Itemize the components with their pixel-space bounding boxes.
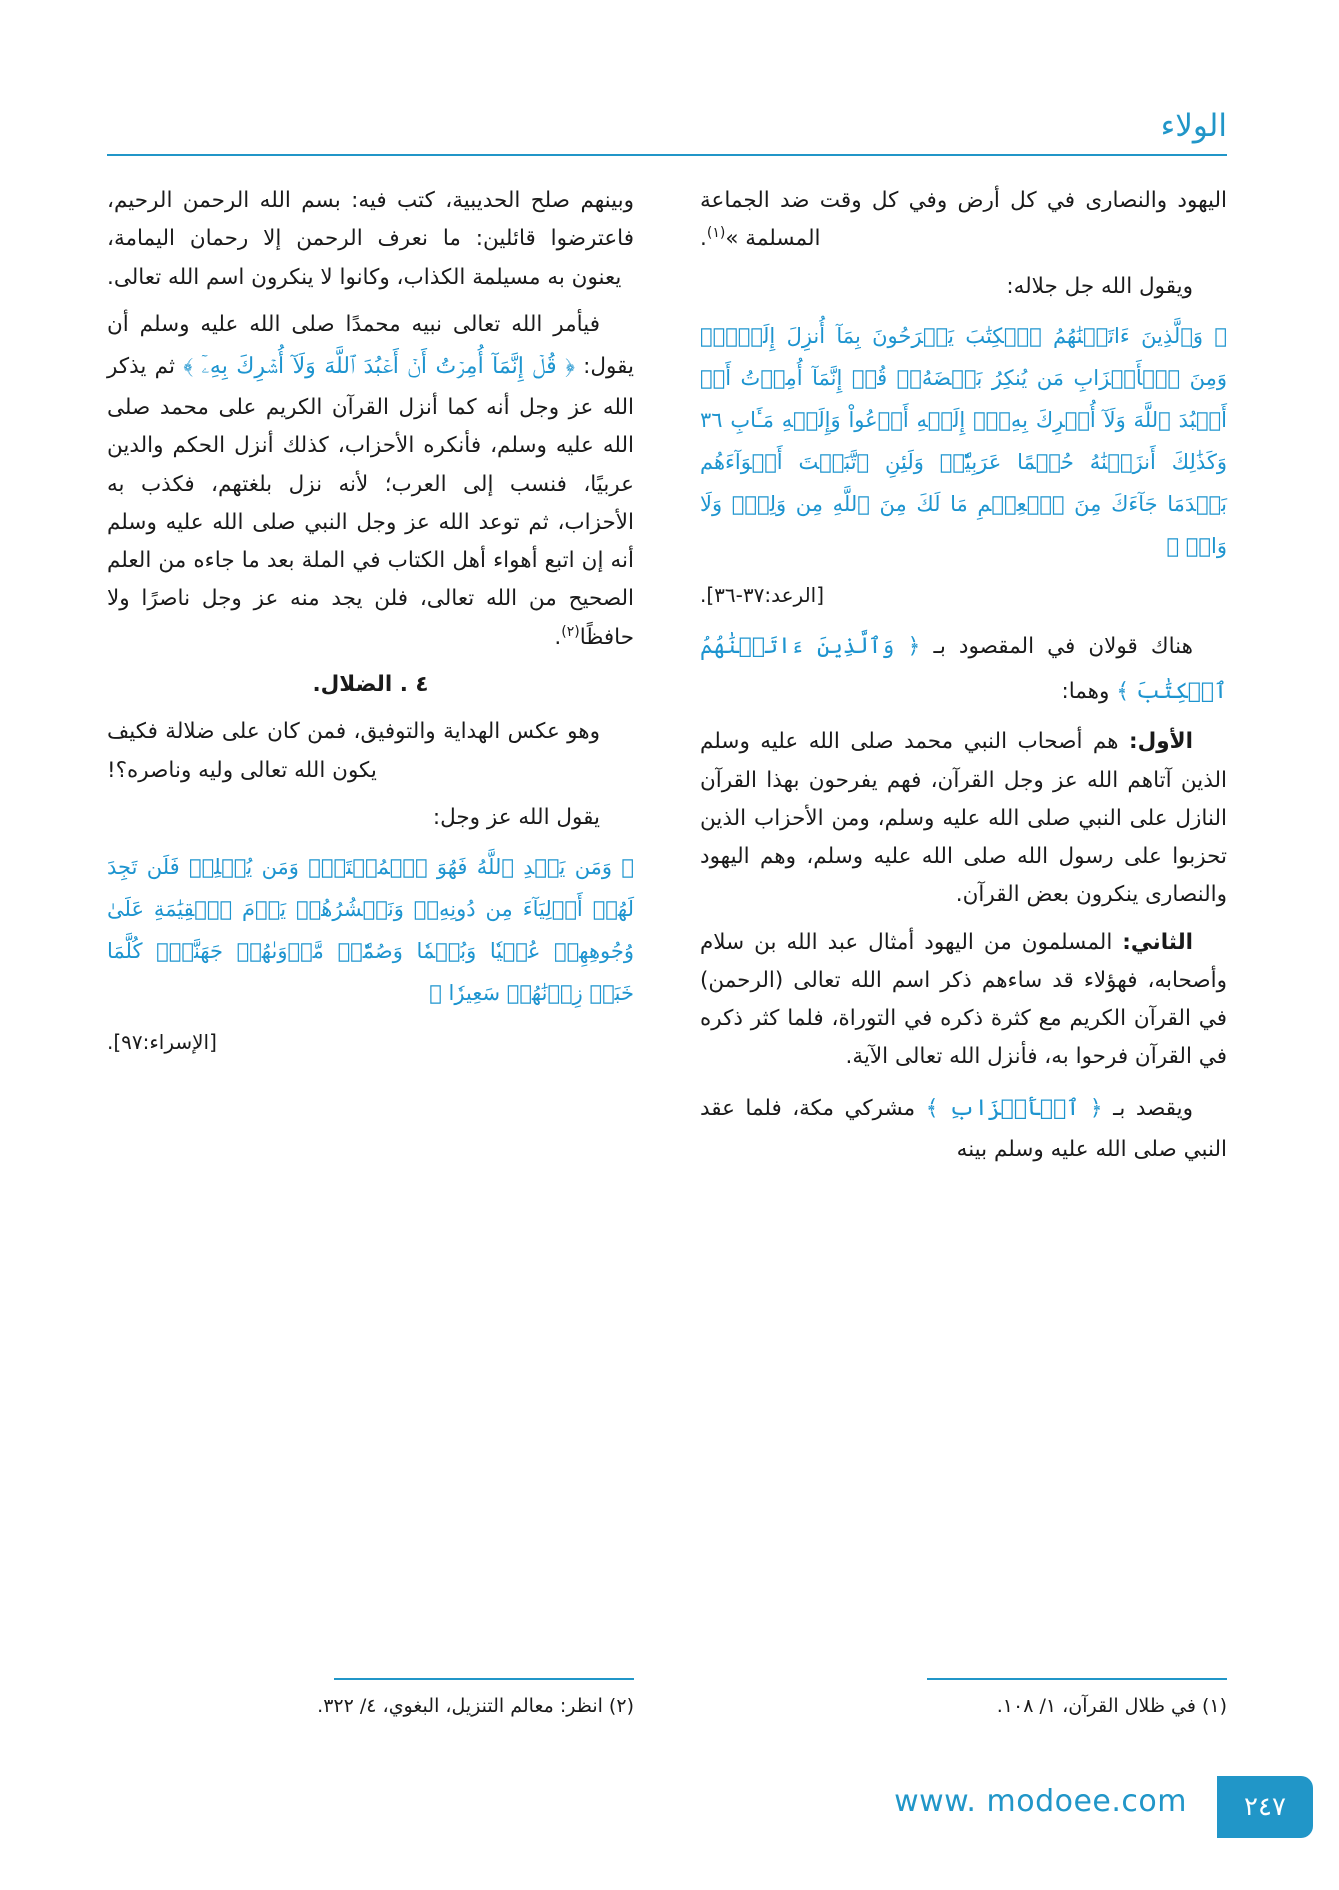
paragraph [107, 799, 634, 837]
paragraph-text: هناك قولان في المقصود بـ [933, 634, 1193, 660]
footnote-left [107, 1678, 634, 1721]
quran-inline: ﴿ وَٱلَّذِينَ ءَاتَيۡنَٰهُمُ ٱلۡكِتَٰبَ ﴾ [700, 634, 1227, 705]
footnote-marker: (٢) [561, 623, 580, 640]
paragraph-tail: وهما: [1061, 679, 1110, 705]
paragraph-text: وبينهم صلح الحديبية، كتب فيه: بسم الله الرحمن الرحيم، فاعترضوا قائلين: ما نعرف الرحمن إلا رحمان اليمامة، يعنون به مسيلمة الكذاب، وكانوا لا ينكرون اسم الله تعالى. [107, 188, 634, 290]
paragraph-text: اليهود والنصارى في كل أرض وفي كل وقت ضد الجماعة المسلمة » [700, 188, 1227, 252]
section-heading: ٤ . الضلال. [312, 672, 429, 698]
paragraph-text: فيأمر الله تعالى نبيه محمدًا صلى الله عليه وسلم أن يقول: [107, 311, 634, 380]
quran-inline: ﴿ قُلۡ إِنَّمَآ أُمِرۡتُ أَنۡ أَعۡبُدَ ٱللَّهَ وَلَآ أُشۡرِكَ بِهِۦٓ ﴾ [183, 354, 575, 380]
page-title: الولاء [1160, 108, 1227, 144]
footnote-divider [927, 1678, 1227, 1680]
paragraph-lead: الأول: [1129, 729, 1193, 755]
paragraph-lead: الثاني: [1122, 929, 1194, 955]
paragraph-tail: . [700, 226, 707, 252]
footnote-text: (١) في ظلال القرآن، ١/ ١٠٨. [996, 1694, 1227, 1717]
paragraph [107, 713, 634, 790]
quran-verse: ﴿ وَمَن يَهۡدِ ٱللَّهُ فَهُوَ ٱلۡمُهۡتَدِۖ وَمَن يُضۡلِلۡ فَلَن تَجِدَ لَهُمۡ أَوۡلِيَآءَ مِن دُونِهِۦۖ وَنَحۡشُرُهُمۡ يَوۡمَ ٱلۡقِيَٰمَةِ عَلَىٰ وُجُوهِهِمۡ عُمۡيٗا وَبُكۡمٗا وَصُمّٗاۖ مَّأۡوَىٰهُمۡ جَهَنَّمُۖ كُلَّمَا خَبَتۡ زِدۡنَٰهُمۡ سَعِيرٗا ﴾ [107, 855, 634, 1006]
paragraph [700, 924, 1227, 1077]
paragraph [700, 723, 1227, 914]
paragraph-tail-end: . [554, 624, 562, 650]
paragraph-text: ويقول الله جل جلاله: [1006, 273, 1193, 299]
footnote-right [700, 1678, 1227, 1721]
reference-text: [الرعد:٣٧-٣٦]. [700, 582, 825, 607]
page-header [107, 108, 1227, 158]
paragraph [107, 182, 634, 297]
quran-inline: ﴿ ٱلۡأَحۡزَابِ ﴾ [925, 1095, 1103, 1121]
paragraph-text: يقول الله عز وجل: [432, 804, 600, 830]
page-footer [0, 1776, 1339, 1838]
footnote-divider [334, 1678, 634, 1680]
paragraph [700, 624, 1227, 714]
body-columns [107, 182, 1227, 1372]
footnote-marker: (١) [706, 225, 726, 242]
left-column [107, 182, 634, 1372]
paragraph [700, 268, 1227, 306]
header-divider [107, 154, 1227, 156]
footnotes-area [107, 1678, 1227, 1721]
quran-verse: ﴿ وَٱلَّذِينَ ءَاتَيۡنَٰهُمُ ٱلۡكِتَٰبَ يَفۡرَحُونَ بِمَآ أُنزِلَ إِلَيۡكَۖ وَمِنَ ٱلۡأَحۡزَابِ مَن يُنكِرُ بَعۡضَهُۥۚ قُلۡ إِنَّمَآ أُمِرۡتُ أَنۡ أَعۡبُدَ ٱللَّهَ وَلَآ أُشۡرِكَ بِهِۦٓۚ إِلَيۡهِ أَدۡعُواْ وَإِلَيۡهِ مَـَٔابِ ٣٦ وَكَذَٰلِكَ أَنزَلۡنَٰهُ حُكۡمًا عَرَبِيّٗاۚ وَلَئِنِ ٱتَّبَعۡتَ أَهۡوَآءَهُم بَعۡدَمَا جَآءَكَ مِنَ ٱلۡعِلۡمِ مَا لَكَ مِنَ ٱللَّهِ مِن وَلِيّٖ وَلَا وَاقٖ ﴾ [700, 323, 1227, 558]
quran-reference [700, 577, 1227, 615]
paragraph [700, 182, 1227, 259]
site-url[interactable]: www. modoee.com [894, 1784, 1187, 1819]
paragraph [107, 306, 634, 657]
quran-reference [107, 1024, 634, 1062]
paragraph-tail: ثم يذكر الله عز وجل أنه كما أنزل القرآن الكريم على محمد صلى الله عليه وسلم، فأنكره الأحزاب، كذلك أنزل الحكم والدين عربيًا، فنسب إلى العرب؛ لأنه نزل بلغتهم، فكذب به الأحزاب، ثم توعد الله عز وجل النبي صلى الله عليه وسلم أنه إن اتبع أهواء أهل الكتاب في الملة بعد ما جاءه من العلم الصحيح من الله تعالى، فلن يجد منه عز وجل ناصرًا ولا حافظًا [107, 354, 634, 650]
page-number: ٢٤٧ [1217, 1776, 1313, 1838]
right-column [700, 182, 1227, 1372]
paragraph-tail: مشركي مكة، فلما عقد النبي صلى الله عليه وسلم بينه [700, 1095, 1227, 1162]
footnote-text: (٢) انظر: معالم التنزيل، البغوي، ٤/ ٣٢٢. [317, 1694, 634, 1717]
paragraph-text: هم أصحاب النبي محمد صلى الله عليه وسلم الذين آتاهم الله عز وجل القرآن، فهم يفرحون بهذا القرآن النازل على النبي صلى الله عليه وسلم، ومن الأحزاب الذين تحزبوا على رسول الله صلى الله عليه وسلم، وهم اليهود والنصارى ينكرون بعض القرآن. [700, 729, 1227, 908]
paragraph-text: المسلمون من اليهود أمثال عبد الله بن سلام وأصحابه، فهؤلاء قد ساءهم ذكر اسم الله تعالى (الرحمن) في القرآن الكريم مع كثرة ذكره في التوراة، فلما كثر ذكره في القرآن فرحوا به، فأنزل الله تعالى الآية. [700, 929, 1227, 1070]
reference-text: [الإسراء:٩٧]. [107, 1030, 217, 1055]
paragraph-text: ويقصد بـ [1113, 1095, 1193, 1121]
paragraph [700, 1086, 1227, 1169]
paragraph-text: وهو عكس الهداية والتوفيق، فمن كان على ضلالة فكيف يكون الله تعالى وليه وناصره؟! [107, 719, 600, 783]
